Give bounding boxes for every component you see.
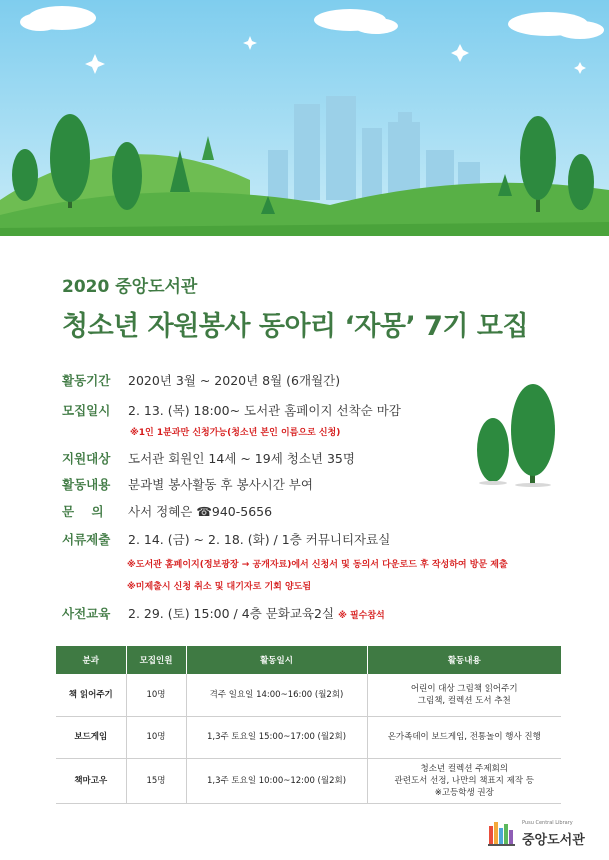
table-cell: 10명 (126, 674, 186, 717)
info-label: 문 의 (62, 504, 104, 519)
table-cell: 보드게임 (56, 717, 126, 759)
info-recruit (62, 401, 401, 419)
table-cell: 책 읽어주기 (56, 674, 126, 717)
table-row (56, 717, 561, 759)
info-period (62, 371, 340, 389)
table-cell: 15명 (126, 759, 186, 804)
info-value: 2. 13. (목) 18:00~ 도서관 홈페이지 선착순 마감 (128, 403, 401, 418)
info-label: 지원대상 (62, 451, 111, 466)
column-header: 활동내용 (367, 646, 561, 674)
content-line: 관련도서 선정, 나만의 책표지 제작 등 (394, 775, 534, 786)
info-contact (62, 502, 272, 520)
info-value: 도서관 회원인 14세 ~ 19세 청소년 35명 (128, 451, 355, 466)
table-cell (367, 759, 561, 804)
table-cell: 책마고우 (56, 759, 126, 804)
info-value: 2020년 3월 ~ 2020년 8월 (6개월간) (128, 373, 341, 388)
documents-note-2: ※미제출시 신청 취소 및 대기자로 기회 양도됨 (127, 582, 312, 592)
schedule-table (56, 646, 561, 804)
books-icon (488, 820, 518, 846)
logo-name: 중앙도서관 (522, 833, 585, 848)
table-cell: 1,3주 토요일 15:00~17:00 (월2회) (186, 717, 367, 759)
info-activity (62, 475, 313, 493)
content-line: ※고등학생 권장 (434, 788, 494, 799)
table-cell (367, 717, 561, 759)
table-cell (367, 674, 561, 717)
info-education (62, 604, 385, 622)
content-line: 온가족데이 보드게임, 전통놀이 행사 진행 (387, 732, 541, 743)
education-note: ※ 필수참석 (338, 611, 385, 621)
logo-small-text: Pusu Central Library (522, 820, 573, 826)
info-eligibility (62, 449, 355, 467)
info-label: 사전교육 (62, 606, 111, 621)
recruit-note: ※1인 1분과만 신청가능(청소년 본인 이름으로 신청) (130, 428, 341, 438)
info-documents (62, 530, 390, 548)
hero-illustration (0, 0, 609, 236)
column-header: 활동일시 (186, 646, 367, 674)
documents-note-1: ※도서관 홈페이지(정보광장 → 공개자료)에서 신청서 및 동의서 다운로드 후 작성하여 방문 제출 (127, 560, 508, 570)
table-row (56, 674, 561, 717)
column-header: 모집인원 (126, 646, 186, 674)
info-value: 분과별 봉사활동 후 봉사시간 부여 (128, 477, 313, 492)
info-value: 2. 29. (토) 15:00 / 4층 문화교육2실 (128, 606, 335, 621)
table-cell: 10명 (126, 717, 186, 759)
table-cell: 1,3주 토요일 10:00~12:00 (월2회) (186, 759, 367, 804)
info-label: 서류제출 (62, 532, 111, 547)
content-line: 청소년 컬렉션 주제회의 (420, 763, 508, 774)
table-row (56, 759, 561, 804)
content-line: 그림책, 컬렉션 도서 추천 (417, 696, 511, 706)
info-label: 활동내용 (62, 477, 111, 492)
column-header: 분과 (56, 646, 126, 674)
info-label: 모집일시 (62, 403, 111, 418)
content-line: 어린이 대상 그림책 읽어주기 (410, 683, 518, 694)
info-label: 활동기간 (62, 373, 111, 388)
trees-illustration (468, 372, 568, 492)
table-header-row (56, 646, 561, 674)
library-logo (488, 818, 600, 848)
page-title: 청소년 자원봉사 동아리 ‘자몽’ 7기 모집 (62, 311, 529, 342)
subtitle: 2020 중앙도서관 (62, 277, 198, 297)
info-value: 사서 정혜은 ☎940-5656 (128, 504, 273, 519)
info-value: 2. 14. (금) ~ 2. 18. (화) / 1층 커뮤니티자료실 (128, 532, 391, 547)
tree-icon (477, 384, 555, 487)
table-cell: 격주 일요일 14:00~16:00 (월2회) (186, 674, 367, 717)
